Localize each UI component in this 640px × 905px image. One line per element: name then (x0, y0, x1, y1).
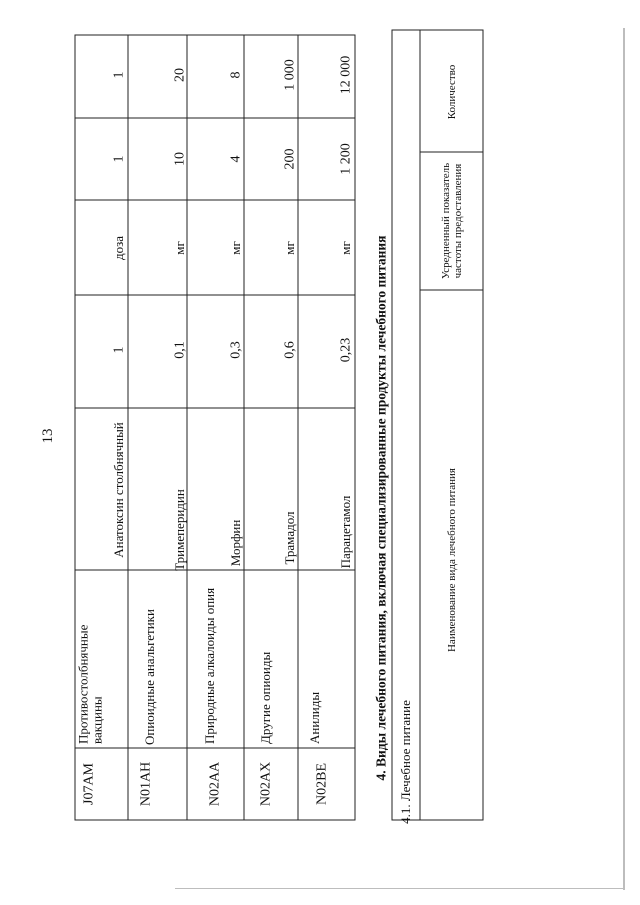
group-name: Другие опиоиды (257, 651, 273, 744)
dose-value: 0,1 (172, 341, 188, 359)
unit-value: мг (337, 241, 353, 255)
qty-value: 1 (111, 71, 127, 79)
qty-value: 8 (228, 71, 244, 79)
drug-name: Парацетамол (337, 495, 353, 569)
freq-value: 1 (111, 155, 127, 163)
dose-value: 0,6 (282, 341, 298, 359)
freq-value: 4 (228, 155, 244, 163)
group-name: Природные алкалоиды опия (201, 587, 217, 744)
subsection-heading: 4.1. Лечебное питание (397, 700, 413, 824)
col-header-name: Наименование вида лечебного питания (445, 467, 458, 653)
freq-value: 1 200 (338, 143, 354, 175)
qty-value: 20 (172, 68, 188, 82)
dose-value: 1 (111, 346, 127, 354)
drug-name: Морфин (227, 519, 243, 567)
page-number: 13 (39, 428, 56, 444)
dose-value: 0,23 (338, 337, 354, 363)
qty-value: 12 000 (338, 55, 354, 95)
drug-name: Анатоксин столбнячный (110, 422, 126, 558)
atc-code: N02BE (314, 763, 330, 805)
unit-value: мг (227, 241, 243, 255)
unit-value: мг (171, 241, 187, 255)
section-heading: 4. Виды лечебного питания, включая специализированные продукты лечебного питания (373, 235, 389, 781)
group-name: Анилиды (306, 691, 322, 744)
freq-value: 10 (172, 152, 188, 166)
atc-code: N02AA (207, 761, 223, 807)
drug-name: Тримеперидин (171, 489, 187, 571)
unit-value: мг (281, 241, 297, 255)
group-name: Противостолбнячные вакцины (75, 624, 105, 744)
col-header-qty: Количество (445, 64, 458, 120)
col-header-freq: Усредненный показатель частоты предоставления (439, 162, 464, 280)
freq-value: 200 (282, 148, 298, 170)
atc-code: N02AX (258, 761, 274, 807)
atc-code: J07AM (81, 762, 97, 806)
atc-code: N01AH (138, 761, 154, 807)
unit-value: доза (110, 235, 126, 261)
drug-name: Трамадол (281, 511, 297, 565)
group-name: Опиоидные анальгетики (141, 609, 157, 745)
dose-value: 0,3 (228, 341, 244, 359)
qty-value: 1 000 (282, 59, 298, 91)
